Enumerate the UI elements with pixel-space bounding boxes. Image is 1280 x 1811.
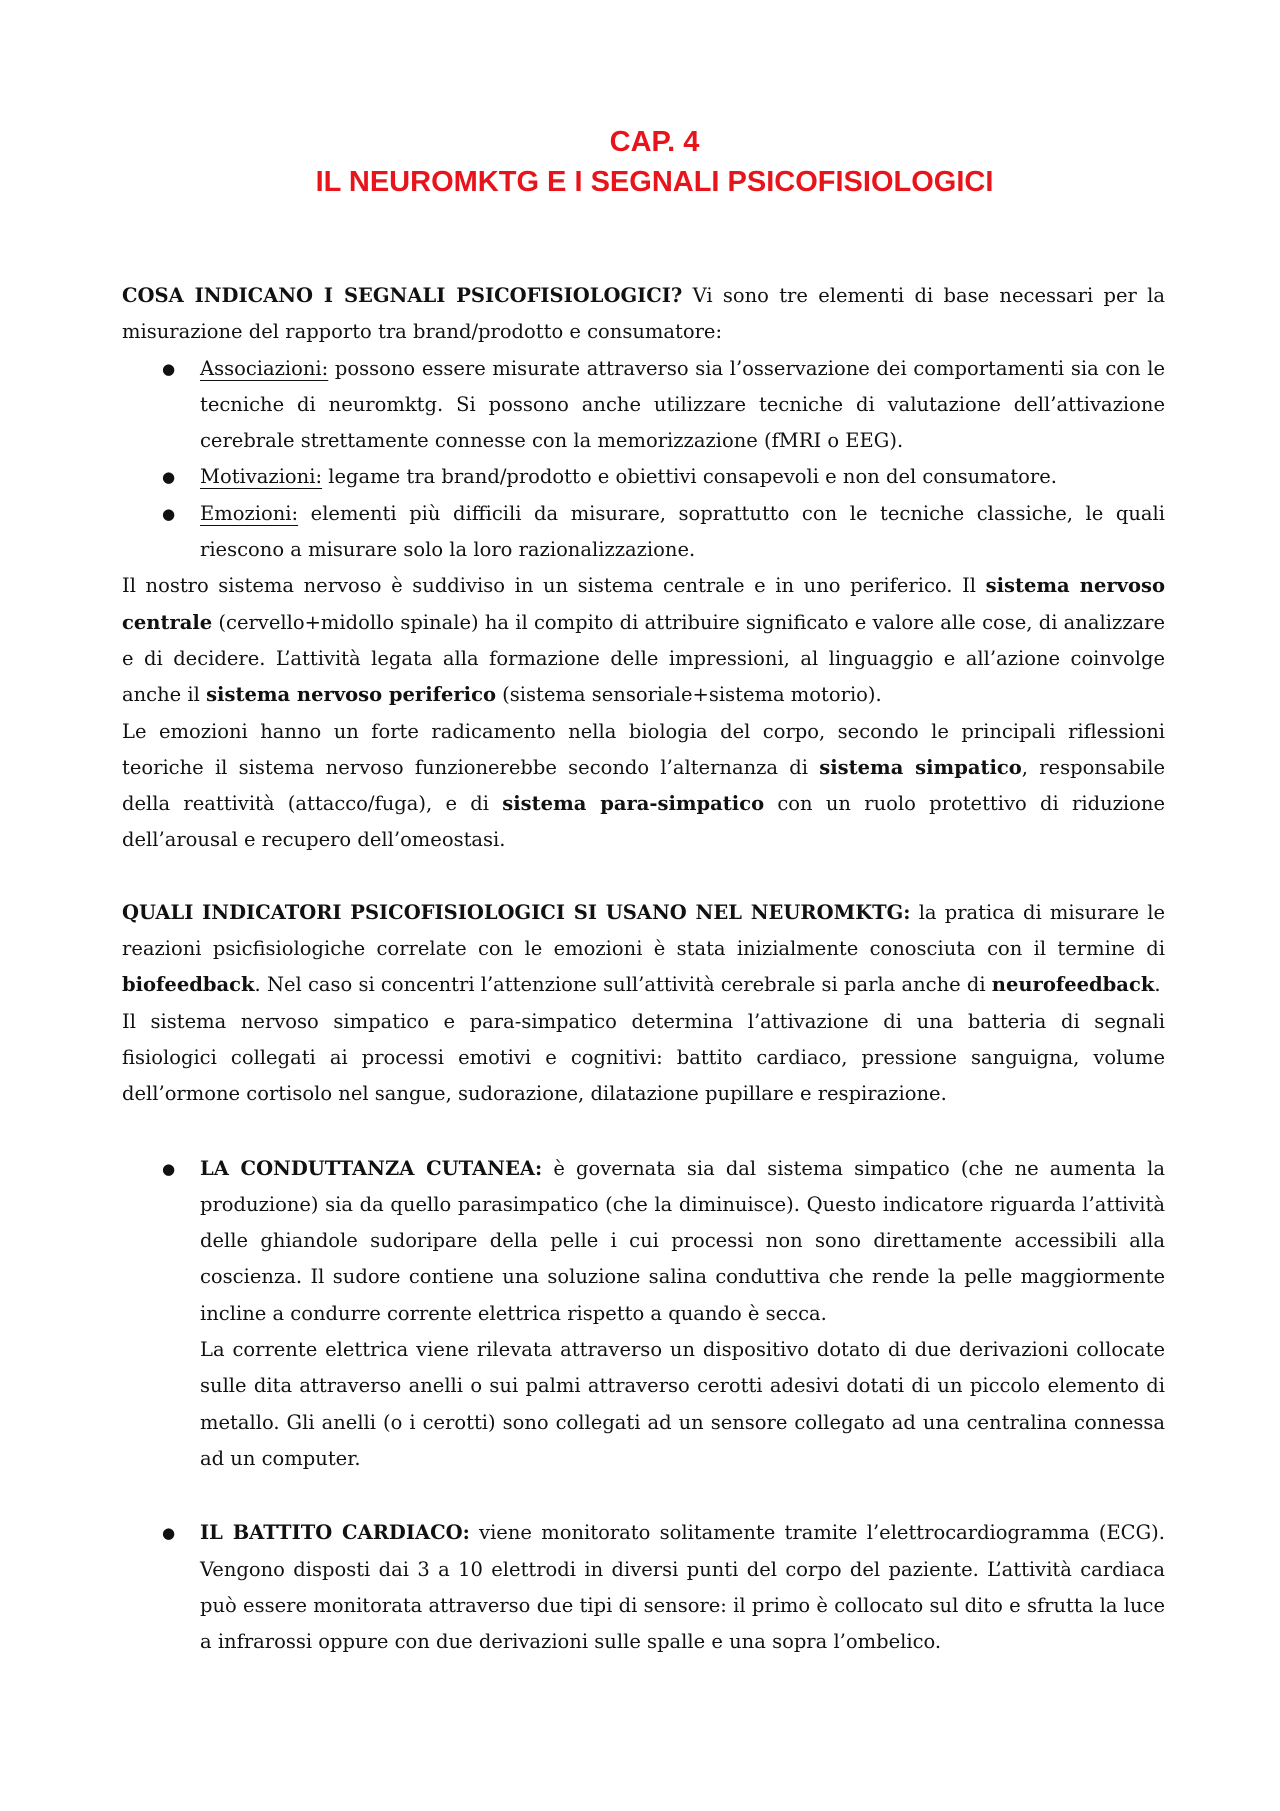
section1-intro [122, 278, 1165, 351]
bullet-text: elementi più difficili da misurare, soprattutto con le tecniche classiche, le quali riescono a misurare solo la loro razionalizzazione. [200, 501, 1165, 562]
text-run: Le emozioni hanno un forte radicamento nella biologia del corpo, secondo le principali riflessioni teoriche il sistema nervoso funzionerebbe secondo l’alternanza di [122, 719, 1165, 779]
chapter-heading: IL NEUROMKTG E I SEGNALI PSICOFISIOLOGICI [315, 166, 994, 198]
bullet-icon: ● [162, 1159, 176, 1178]
bullet-icon: ● [162, 1524, 176, 1543]
chapter-title [122, 122, 1165, 202]
bullet-term: LA CONDUTTANZA CUTANEA: [200, 1156, 543, 1180]
bold-term: sistema para-simpatico [502, 792, 765, 816]
list-item [122, 496, 1165, 569]
bold-term: sistema nervoso centrale [122, 574, 1165, 634]
list-item [122, 459, 1165, 495]
bold-term: neurofeedback [991, 973, 1155, 997]
bullet-text: viene monitorato solitamente tramite l’elettrocardiogramma (ECG). Vengono disposti dai 3 a 10 elettrodi in diversi punti del corpo del paziente. L’attività cardiaca può essere monitorata attraverso due tipi di sensore: il primo è collocato sul dito e sfrutta la luce a infrarossi oppure con due derivazioni sulle spalle e una sopra l’ombelico. [200, 1521, 1165, 1654]
text-run: (sistema sensoriale+sistema motorio). [495, 683, 882, 707]
bullet-term: Associazioni: [200, 356, 329, 380]
bold-term: sistema simpatico [819, 755, 1022, 779]
text-run: con un ruolo protettivo di riduzione dell’arousal e recupero dell’omeostasi. [122, 792, 1165, 852]
text-run: . [1154, 973, 1161, 997]
text-run: , responsabile della reattività (attacco/fuga), e di [122, 755, 1165, 816]
spacer [122, 1477, 1165, 1515]
section2-bullet-list [122, 1151, 1165, 1478]
bold-term: sistema nervoso periferico [206, 683, 496, 707]
emotions-paragraph [122, 714, 1165, 859]
section2-intro [122, 895, 1165, 1004]
bullet-text: legame tra brand/prodotto e obiettivi consapevoli e non del consumatore. [322, 465, 1057, 489]
section1-bullet-list [122, 351, 1165, 569]
bullet-term: Emozioni: [200, 501, 299, 525]
section1-intro-text: Vi sono tre elementi di base necessari per la misurazione del rapporto tra brand/prodotto e consumatore: [122, 284, 1165, 344]
list-item [122, 1515, 1165, 1660]
text-run: Il nostro sistema nervoso è suddiviso in un sistema centrale e in uno periferico. Il [122, 574, 986, 598]
bullet-text: è governata sia dal sistema simpatico (che ne aumenta la produzione) sia da quello parasimpatico (che la diminuisce). Questo indicatore riguarda l’attività delle ghiandole sudoripare della pelle i cui processi non sono direttamente accessibili alla coscienza. Il sudore contiene una soluzione salina conduttiva che rende la pelle maggiormente incline a condurre corrente elettrica rispetto a quando è secca. [200, 1156, 1166, 1325]
text-run: (cervello+midollo spinale) ha il compito di attribuire significato e valore alle cose, di analizzare e di decidere. L’attività legata alla formazione delle impressioni, al linguaggio e all’azione coinvolge anche il [122, 610, 1165, 707]
section1-heading: COSA INDICANO I SEGNALI PSICOFISIOLOGICI? [122, 284, 683, 307]
bullet-icon: ● [162, 468, 176, 487]
signals-paragraph: Il sistema nervoso simpatico e para-simpatico determina l’attivazione di una batteria di segnali fisiologici collegati ai processi emotivi e cognitivi: battito cardiaco, pressione sanguigna, volume dell’ormone cortisolo nel sangue, sudorazione, dilatazione pupillare e respirazione. [122, 1009, 1165, 1106]
bullet-text: possono essere misurate attraverso sia l’osservazione dei comportamenti sia con le tecniche di neuromktg. Si possono anche utilizzare tecniche di valutazione dell’attivazione cerebrale strettamente connesse con la memorizzazione (fMRI o EEG). [200, 356, 1165, 453]
nervous-system-paragraph [122, 568, 1165, 713]
bullet-term: Motivazioni: [200, 465, 323, 489]
bullet-subparagraph: La corrente elettrica viene rilevata attraverso un dispositivo dotato di due derivazioni collocate sulle dita attraverso anelli o sui palmi attraverso cerotti adesivi dotati di un piccolo elemento di metallo. Gli anelli (o i cerotti) sono collegati ad un sensore collegato ad una centralina connessa ad un computer. [200, 1338, 1165, 1470]
spacer [122, 859, 1165, 895]
bullet-icon: ● [162, 504, 176, 523]
list-item [122, 351, 1165, 460]
bullet-term: IL BATTITO CARDIACO: [200, 1521, 470, 1545]
bold-term: biofeedback [122, 973, 255, 997]
chapter-number: CAP. 4 [609, 126, 700, 158]
bullet-icon: ● [162, 359, 176, 378]
spacer [122, 1113, 1165, 1151]
text-run: la pratica di misurare le reazioni psicfisiologiche correlate con le emozioni è stata inizialmente conosciuta con il termine di [122, 900, 1165, 961]
section2-bullet-list-2 [122, 1515, 1165, 1660]
text-run: . Nel caso si concentri l’attenzione sull’attività cerebrale si parla anche di [254, 973, 992, 997]
list-item [122, 1151, 1165, 1478]
section2-heading: QUALI INDICATORI PSICOFISIOLOGICI SI USANO NEL NEUROMKTG: [122, 900, 911, 924]
